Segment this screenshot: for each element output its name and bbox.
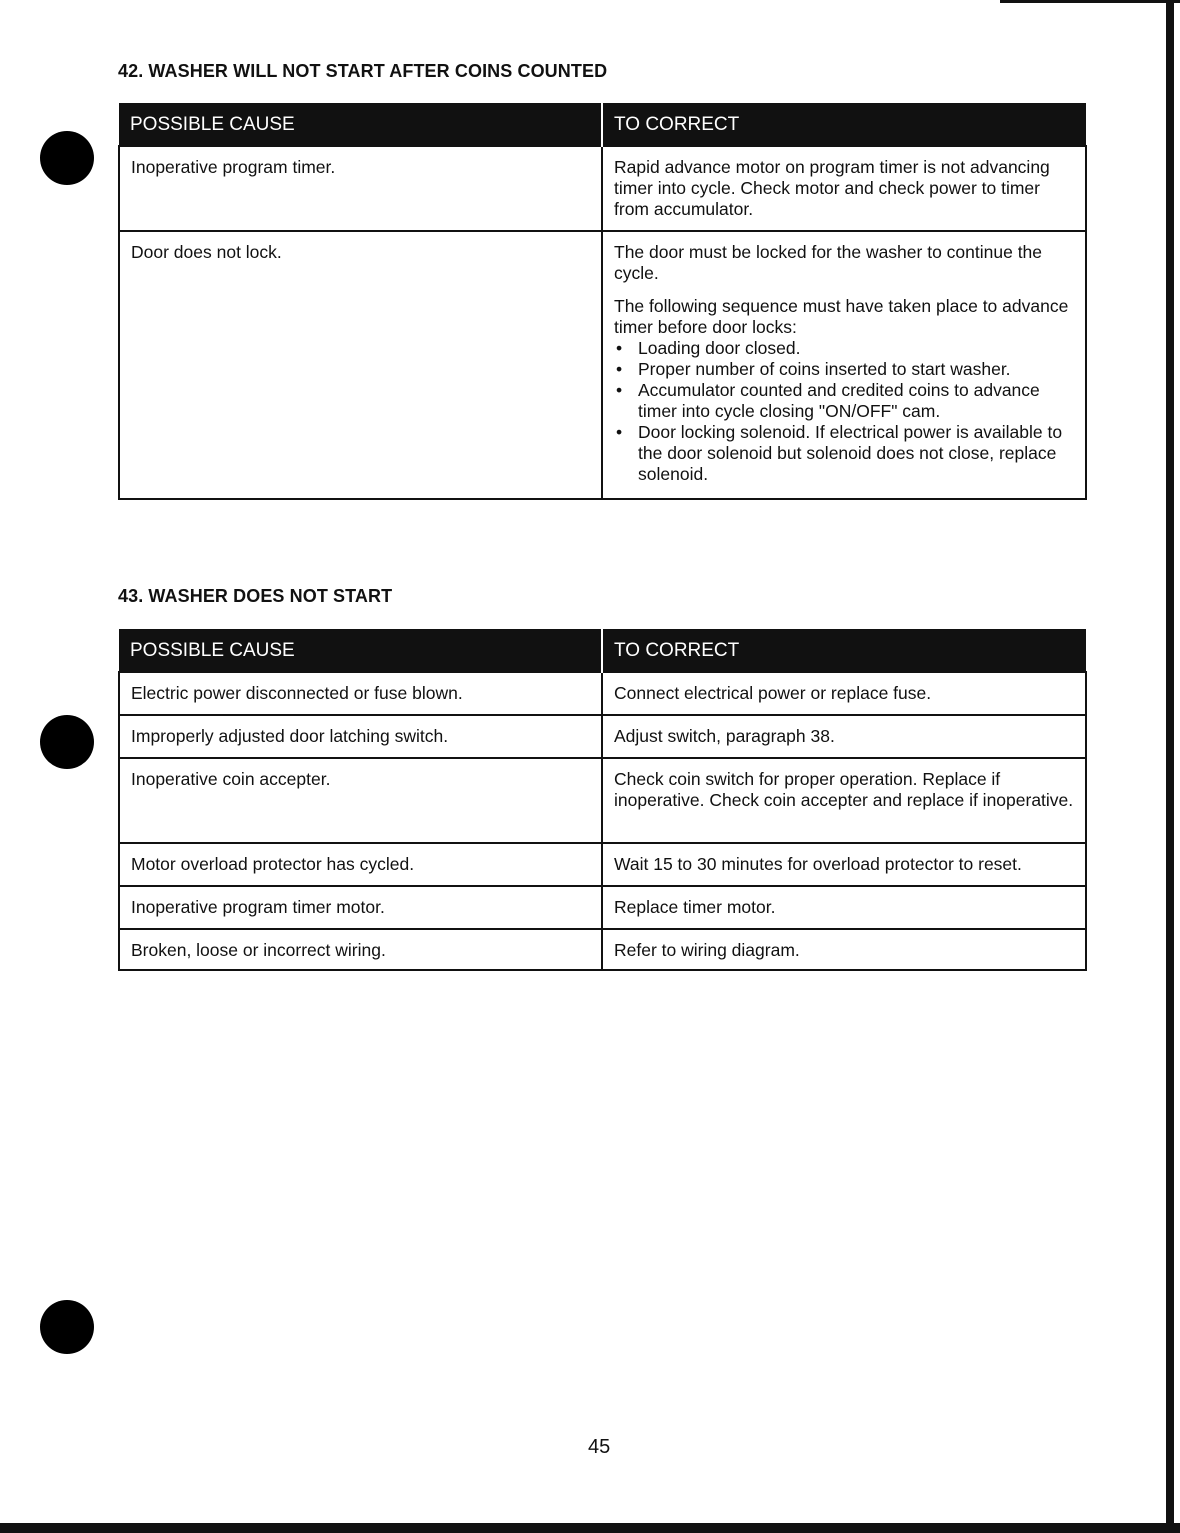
table-header-row	[119, 103, 1086, 146]
header-to-correct: TO CORRECT	[602, 629, 1086, 672]
table-row	[119, 886, 1086, 929]
cause-cell: Electric power disconnected or fuse blown.	[119, 672, 602, 715]
cause-cell: Inoperative program timer.	[119, 146, 602, 231]
cause-cell: Inoperative coin accepter.	[119, 758, 602, 843]
sequence-list	[614, 338, 1074, 485]
correct-cell: Wait 15 to 30 minutes for overload protector to reset.	[602, 843, 1086, 886]
cause-cell: Improperly adjusted door latching switch.	[119, 715, 602, 758]
header-possible-cause: POSSIBLE CAUSE	[119, 103, 602, 146]
header-to-correct: TO CORRECT	[602, 103, 1086, 146]
cause-cell: Broken, loose or incorrect wiring.	[119, 929, 602, 970]
page-edge-top	[1000, 0, 1180, 3]
correct-cell: Refer to wiring diagram.	[602, 929, 1086, 970]
header-possible-cause: POSSIBLE CAUSE	[119, 629, 602, 672]
binder-hole-bottom	[40, 1300, 94, 1354]
page-number: 45	[588, 1436, 611, 1458]
list-item: • Loading door closed.	[638, 338, 1074, 359]
correct-text: The door must be locked for the washer to continue the cycle.	[614, 242, 1043, 283]
table-row	[119, 929, 1086, 970]
table-header-row	[119, 629, 1086, 672]
list-item: • Accumulator counted and credited coins to advance timer into cycle closing "ON/OFF" cam.	[638, 380, 1074, 422]
correct-cell: Adjust switch, paragraph 38.	[602, 715, 1086, 758]
table-row	[119, 843, 1086, 886]
correct-cell: Connect electrical power or replace fuse.	[602, 672, 1086, 715]
binder-hole-top	[40, 131, 94, 185]
table-row	[119, 758, 1086, 843]
cause-cell: Motor overload protector has cycled.	[119, 843, 602, 886]
table-row	[119, 715, 1086, 758]
list-item: • Proper number of coins inserted to start washer.	[638, 359, 1074, 380]
cause-cell: Inoperative program timer motor.	[119, 886, 602, 929]
correct-cell: Check coin switch for proper operation. Replace if inoperative. Check coin accepter and replace if inoperative.	[602, 758, 1086, 843]
page-edge-right	[1166, 0, 1174, 1533]
cause-cell: Door does not lock.	[119, 231, 602, 499]
correct-cell: Rapid advance motor on program timer is not advancing timer into cycle. Check motor and check power to timer from accumulator.	[602, 146, 1086, 231]
section-42-table	[118, 103, 1087, 500]
section-42-title: 42. WASHER WILL NOT START AFTER COINS COUNTED	[118, 61, 608, 81]
section-43-title: 43. WASHER DOES NOT START	[118, 586, 393, 606]
table-row	[119, 672, 1086, 715]
binder-hole-middle	[40, 715, 94, 769]
section-43-table	[118, 629, 1087, 971]
table-row	[119, 231, 1086, 499]
page-edge-bottom	[0, 1523, 1180, 1533]
table-row	[119, 146, 1086, 231]
correct-cell: Replace timer motor.	[602, 886, 1086, 929]
correct-text: The following sequence must have taken place to advance timer before door locks:	[614, 296, 1069, 337]
correct-cell	[602, 231, 1086, 499]
list-item: • Door locking solenoid. If electrical power is available to the door solenoid but solenoid does not close, replace solenoid.	[638, 422, 1074, 485]
